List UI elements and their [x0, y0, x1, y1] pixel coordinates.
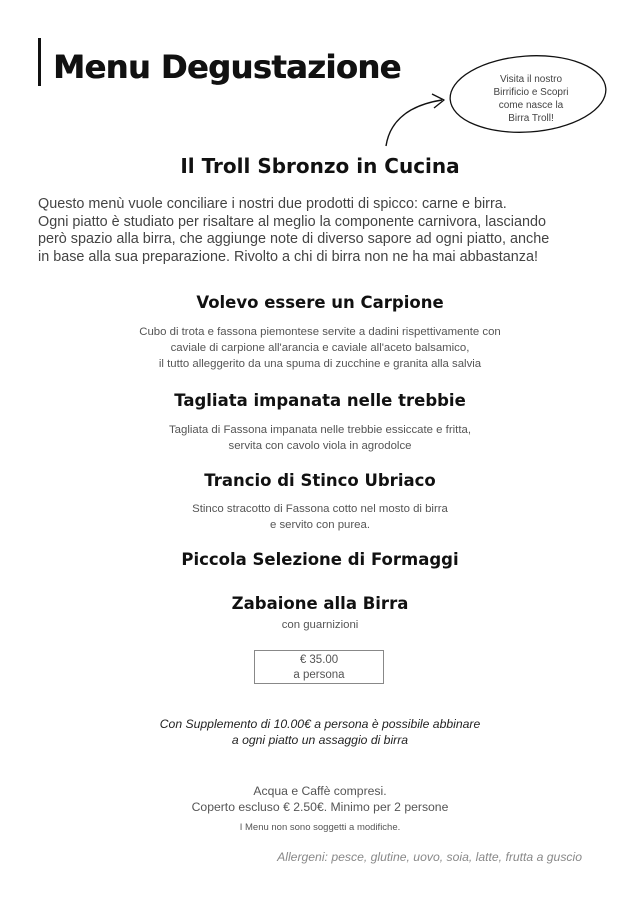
dish-description-line: Tagliata di Fassona impanata nelle trebbie essiccate e fritta, — [168, 424, 472, 436]
intro-paragraph — [38, 196, 608, 266]
dish-name: Zabaione alla Birra — [231, 594, 409, 613]
intro-line: in base alla sua preparazione. Rivolto a chi di birra non ne ha mai abbastanza! — [38, 248, 538, 265]
dish-description-line: servita con cavolo viola in agrodolce — [228, 440, 412, 452]
promo-line: come nasce la — [498, 100, 564, 111]
dish-name: Trancio di Stinco Ubriaco — [204, 471, 436, 490]
dish-description-line: Cubo di trota e fassona piemontese servite a dadini rispettivamente con — [139, 326, 501, 338]
price-box — [254, 650, 384, 684]
intro-line: Ogni piatto è studiato per risaltare al meglio la componente carnivora, lasciando — [38, 213, 546, 230]
allergens-note: Allergeni: pesce, glutine, uovo, soia, latte, frutta a guscio — [277, 850, 582, 864]
supplement-line: a ogni piatto un assaggio di birra — [231, 733, 409, 747]
intro-line: Questo menù vuole conciliare i nostri due prodotti di spicco: carne e birra. — [38, 196, 507, 212]
price-amount: € 35.00 — [299, 654, 339, 666]
dish-name: Tagliata impanata nelle trebbie — [174, 391, 466, 410]
menu-subtitle: Il Troll Sbronzo in Cucina — [180, 154, 460, 178]
promo-line: Birrificio e Scopri — [493, 87, 569, 98]
cover-charge-note: Coperto escluso € 2.50€. Minimo per 2 persone — [191, 800, 449, 814]
page-title: Menu Degustazione — [53, 48, 401, 86]
promo-bubble-text — [456, 73, 606, 125]
promo-line: Birra Troll! — [508, 113, 554, 124]
dish-name: Volevo essere un Carpione — [196, 293, 444, 312]
dish-description — [0, 501, 640, 533]
price-unit: a persona — [293, 669, 345, 681]
promo-line: Visita il nostro — [499, 74, 563, 85]
dish-description-line: caviale di carpione all'arancia e caviale all'aceto balsamico, — [170, 342, 470, 354]
dish-description-line: Stinco stracotto di Fassona cotto nel mosto di birra — [192, 503, 448, 515]
dish-description — [0, 422, 640, 454]
dish-description-line: con guarnizioni — [281, 619, 359, 631]
beer-supplement-note — [0, 716, 640, 748]
included-drinks-note: Acqua e Caffè compresi. — [253, 784, 387, 798]
dish-description — [0, 617, 640, 633]
dish-description-line: il tutto alleggerito da una spuma di zucchine e granita alla salvia — [158, 358, 482, 370]
dish-description-line: e servito con purea. — [269, 519, 371, 531]
no-modifications-note: I Menu non sono soggetti a modifiche. — [239, 822, 401, 833]
dish-description — [0, 324, 640, 372]
intro-line: però spazio alla birra, che aggiunge note di diverso sapore ad ogni piatto, anche — [38, 231, 550, 247]
supplement-line: Con Supplemento di 10.00€ a persona è possibile abbinare — [159, 717, 481, 731]
curved-arrow-icon — [386, 100, 442, 146]
dish-name: Piccola Selezione di Formaggi — [181, 550, 459, 569]
title-accent-bar — [38, 38, 41, 86]
